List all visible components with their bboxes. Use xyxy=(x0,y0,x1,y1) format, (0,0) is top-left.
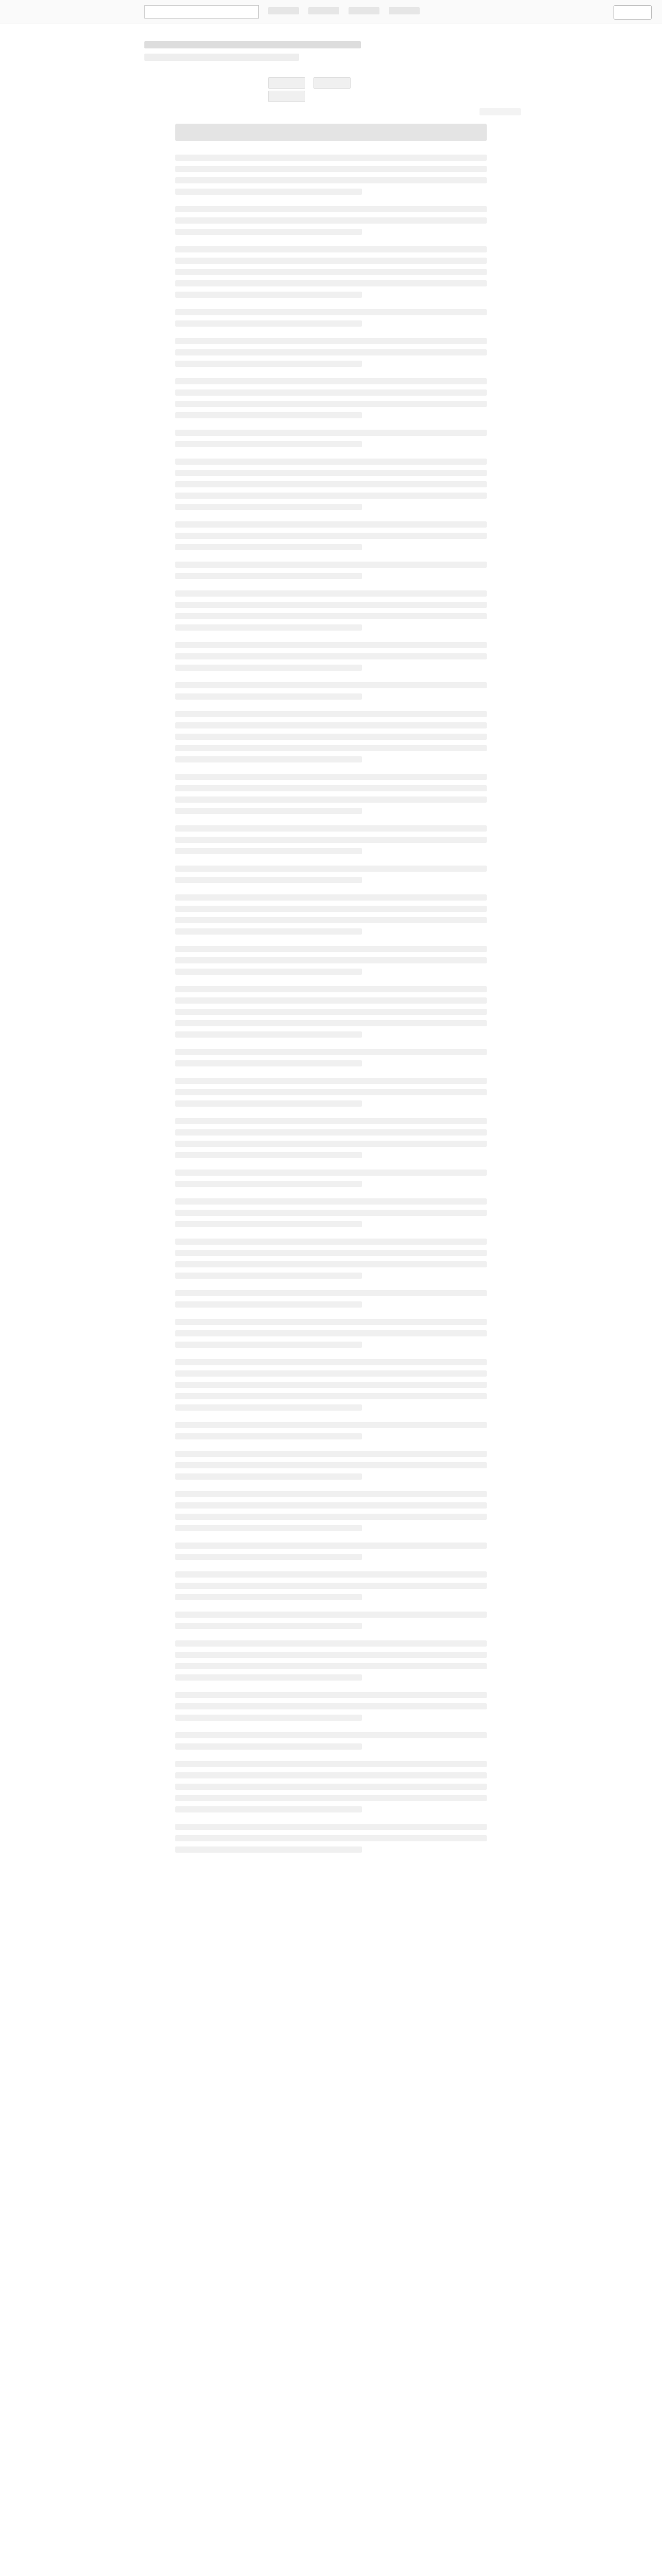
body-line xyxy=(175,1342,362,1348)
body-paragraph xyxy=(175,1422,487,1439)
body-paragraph xyxy=(175,642,487,671)
body-line xyxy=(175,1473,362,1480)
body-line xyxy=(175,1210,487,1216)
body-line xyxy=(175,1583,487,1589)
body-line xyxy=(175,796,487,803)
body-line xyxy=(175,1640,487,1647)
body-line xyxy=(175,1319,487,1325)
chapter-body xyxy=(175,155,487,2576)
body-line xyxy=(175,1118,487,1124)
body-line xyxy=(175,602,487,608)
body-paragraph xyxy=(175,378,487,418)
body-line xyxy=(175,642,487,648)
body-paragraph xyxy=(175,1692,487,1721)
body-line xyxy=(175,1089,487,1095)
body-line xyxy=(175,1049,487,1055)
body-line xyxy=(175,1806,362,1812)
body-paragraph xyxy=(175,986,487,1038)
body-paragraph xyxy=(175,338,487,367)
body-line xyxy=(175,1451,487,1457)
body-line xyxy=(175,986,487,992)
body-line xyxy=(175,309,487,315)
body-line xyxy=(175,894,487,901)
body-line xyxy=(175,653,487,659)
body-paragraph xyxy=(175,894,487,935)
body-line xyxy=(175,1835,487,1841)
body-line xyxy=(175,521,487,528)
body-line xyxy=(175,1250,487,1256)
body-line xyxy=(175,848,362,854)
body-line xyxy=(175,189,362,195)
chapter-title xyxy=(175,124,487,141)
body-line xyxy=(175,1273,362,1279)
body-paragraph xyxy=(175,1049,487,1066)
body-line xyxy=(175,1198,487,1205)
body-line xyxy=(175,493,487,499)
header-nav-item[interactable] xyxy=(389,7,420,14)
body-paragraph xyxy=(175,1118,487,1158)
body-line xyxy=(175,837,487,843)
body-line xyxy=(175,1743,362,1750)
body-paragraph xyxy=(175,206,487,235)
body-line xyxy=(175,877,362,883)
body-line xyxy=(175,1078,487,1084)
body-line xyxy=(175,1514,487,1520)
body-line xyxy=(175,1221,362,1227)
body-line xyxy=(175,1784,487,1790)
body-line xyxy=(175,1290,487,1296)
body-paragraph xyxy=(175,682,487,700)
header-nav xyxy=(268,7,443,16)
body-paragraph xyxy=(175,1239,487,1279)
body-line xyxy=(175,1462,487,1468)
body-line xyxy=(175,1525,362,1531)
body-line xyxy=(175,1031,362,1038)
body-line xyxy=(175,1571,487,1578)
body-line xyxy=(175,917,487,923)
body-line xyxy=(175,745,487,751)
body-paragraph xyxy=(175,155,487,195)
work-meta xyxy=(144,54,299,61)
body-line xyxy=(175,533,487,539)
body-line xyxy=(175,1692,487,1698)
body-line xyxy=(175,280,487,286)
body-line xyxy=(175,441,362,447)
header-action-button[interactable] xyxy=(614,5,652,20)
header-nav-item[interactable] xyxy=(308,7,339,14)
body-line xyxy=(175,1181,362,1187)
body-paragraph xyxy=(175,1170,487,1187)
site-header xyxy=(0,0,662,24)
body-line xyxy=(175,1703,487,1709)
body-line xyxy=(175,1100,362,1107)
body-paragraph xyxy=(175,1078,487,1107)
body-paragraph xyxy=(175,309,487,327)
body-paragraph xyxy=(175,590,487,631)
body-paragraph xyxy=(175,1824,487,1853)
work-title[interactable] xyxy=(144,41,361,48)
body-line xyxy=(175,722,487,728)
body-line xyxy=(175,573,362,579)
body-line xyxy=(175,1674,362,1681)
body-line xyxy=(175,1502,487,1509)
body-paragraph xyxy=(175,246,487,298)
body-line xyxy=(175,1491,487,1497)
body-line xyxy=(175,229,362,235)
body-line xyxy=(175,1761,487,1767)
body-line xyxy=(175,1170,487,1176)
body-line xyxy=(175,378,487,384)
body-line xyxy=(175,997,487,1004)
body-line xyxy=(175,401,487,407)
body-paragraph xyxy=(175,1451,487,1480)
body-line xyxy=(175,774,487,780)
body-line xyxy=(175,389,487,396)
body-line xyxy=(175,1009,487,1015)
body-line xyxy=(175,504,362,510)
body-line xyxy=(175,1129,487,1136)
body-line xyxy=(175,1652,487,1658)
body-line xyxy=(175,1543,487,1549)
header-nav-item[interactable] xyxy=(268,7,299,14)
body-paragraph xyxy=(175,711,487,762)
body-line xyxy=(175,825,487,832)
site-logo[interactable] xyxy=(144,5,259,19)
body-line xyxy=(175,682,487,688)
body-line xyxy=(175,946,487,952)
body-line xyxy=(175,246,487,252)
body-line xyxy=(175,1824,487,1830)
body-paragraph xyxy=(175,1612,487,1629)
body-line xyxy=(175,1359,487,1365)
body-paragraph xyxy=(175,521,487,550)
body-line xyxy=(175,1433,362,1439)
body-line xyxy=(175,459,487,465)
body-line xyxy=(175,957,487,963)
body-line xyxy=(175,292,362,298)
body-paragraph xyxy=(175,946,487,975)
body-line xyxy=(175,1060,362,1066)
body-line xyxy=(175,544,362,550)
body-paragraph xyxy=(175,1319,487,1348)
chapter-nav-prev[interactable] xyxy=(268,77,305,89)
body-line xyxy=(175,866,487,872)
body-paragraph xyxy=(175,1198,487,1227)
body-line xyxy=(175,906,487,912)
body-line xyxy=(175,665,362,671)
body-line xyxy=(175,1715,362,1721)
body-paragraph xyxy=(175,430,487,447)
body-line xyxy=(175,430,487,436)
body-line xyxy=(175,1301,362,1308)
header-nav-item[interactable] xyxy=(349,7,379,14)
body-line xyxy=(175,1795,487,1801)
body-paragraph xyxy=(175,1543,487,1560)
body-paragraph xyxy=(175,866,487,883)
body-line xyxy=(175,1239,487,1245)
body-line xyxy=(175,756,362,762)
body-line xyxy=(175,808,362,814)
body-line xyxy=(175,1141,487,1147)
body-line xyxy=(175,1382,487,1388)
body-paragraph xyxy=(175,774,487,814)
body-line xyxy=(175,1732,487,1738)
body-line xyxy=(175,1393,487,1399)
body-line xyxy=(175,258,487,264)
body-line xyxy=(175,734,487,740)
body-line xyxy=(175,928,362,935)
body-line xyxy=(175,269,487,275)
body-line xyxy=(175,1612,487,1618)
body-line xyxy=(175,1594,362,1600)
body-line xyxy=(175,1152,362,1158)
body-paragraph xyxy=(175,1732,487,1750)
body-line xyxy=(175,166,487,172)
body-paragraph xyxy=(175,1640,487,1681)
body-line xyxy=(175,320,362,327)
body-line xyxy=(175,361,362,367)
body-line xyxy=(175,1404,362,1411)
body-line xyxy=(175,613,487,619)
body-line xyxy=(175,1846,362,1853)
body-line xyxy=(175,624,362,631)
body-line xyxy=(175,1261,487,1267)
body-line xyxy=(175,1330,487,1336)
chapter-nav-index[interactable] xyxy=(313,77,351,89)
chapter-nav-top xyxy=(268,77,394,89)
body-paragraph xyxy=(175,459,487,510)
body-paragraph xyxy=(175,1491,487,1531)
body-paragraph xyxy=(175,562,487,579)
body-line xyxy=(175,785,487,791)
body-paragraph xyxy=(175,1761,487,1812)
body-line xyxy=(175,1772,487,1778)
body-line xyxy=(175,349,487,355)
body-line xyxy=(175,711,487,717)
body-line xyxy=(175,969,362,975)
body-paragraph xyxy=(175,825,487,854)
body-line xyxy=(175,1422,487,1428)
body-line xyxy=(175,206,487,212)
body-line xyxy=(175,481,487,487)
body-line xyxy=(175,1623,362,1629)
body-line xyxy=(175,155,487,161)
body-line xyxy=(175,1370,487,1377)
body-paragraph xyxy=(175,1571,487,1600)
body-line xyxy=(175,470,487,476)
body-line xyxy=(175,217,487,224)
page-count xyxy=(479,108,521,115)
body-line xyxy=(175,1020,487,1026)
chapter-nav-next[interactable] xyxy=(268,91,305,102)
body-line xyxy=(175,693,362,700)
body-line xyxy=(175,1554,362,1560)
body-line xyxy=(175,562,487,568)
body-paragraph xyxy=(175,1290,487,1308)
body-line xyxy=(175,590,487,597)
body-line xyxy=(175,177,487,183)
body-line xyxy=(175,338,487,344)
body-line xyxy=(175,1663,487,1669)
body-line xyxy=(175,412,362,418)
body-paragraph xyxy=(175,1359,487,1411)
